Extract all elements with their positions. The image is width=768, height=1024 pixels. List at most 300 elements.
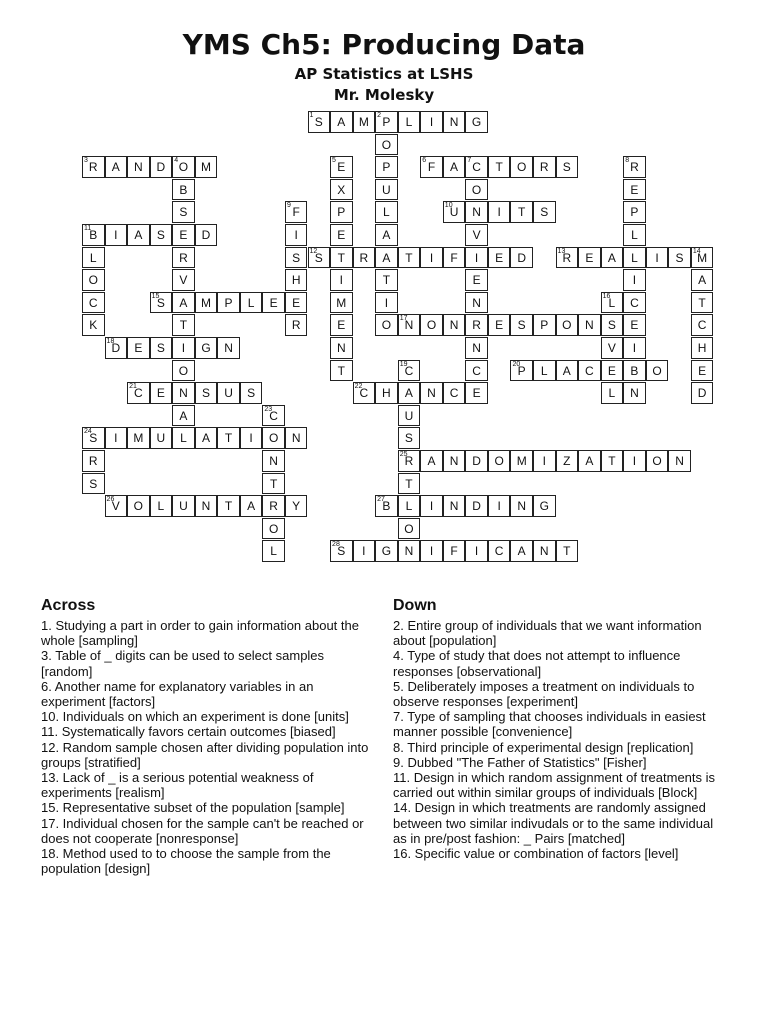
crossword-cell bbox=[105, 427, 128, 449]
cell-letter: P bbox=[630, 205, 639, 220]
clue-number: 17 bbox=[399, 315, 408, 323]
cell-letter: T bbox=[337, 363, 345, 378]
crossword-cell bbox=[262, 518, 285, 540]
cell-letter: L bbox=[270, 544, 277, 559]
cell-letter: C bbox=[585, 363, 594, 378]
cell-letter: R bbox=[630, 160, 639, 175]
crossword-cell bbox=[82, 450, 105, 472]
crossword-cell bbox=[105, 224, 128, 246]
cell-letter: R bbox=[359, 250, 369, 265]
cell-letter: H bbox=[291, 273, 301, 288]
crossword-cell bbox=[510, 201, 533, 223]
clue-number: 2 bbox=[377, 112, 382, 119]
crossword-cell bbox=[556, 314, 579, 336]
crossword-cell bbox=[646, 360, 669, 382]
cell-letter: C bbox=[449, 386, 459, 401]
cell-letter: I bbox=[632, 454, 637, 468]
crossword-cell bbox=[601, 382, 624, 404]
crossword-cell bbox=[465, 450, 488, 472]
cell-letter: A bbox=[450, 160, 459, 175]
crossword-cell bbox=[285, 427, 308, 449]
cell-letter: V bbox=[179, 273, 188, 288]
crossword-cell bbox=[443, 247, 466, 269]
crossword-cell bbox=[375, 292, 398, 314]
crossword-cell bbox=[623, 292, 646, 314]
cell-letter: S bbox=[247, 386, 256, 401]
cell-letter: N bbox=[404, 318, 414, 333]
cell-letter: U bbox=[224, 386, 233, 401]
crossword-cell bbox=[398, 111, 421, 133]
crossword-cell bbox=[285, 495, 308, 517]
cell-letter: L bbox=[608, 295, 616, 310]
cell-letter: I bbox=[632, 341, 637, 355]
cell-letter: I bbox=[474, 250, 479, 265]
cell-letter: L bbox=[157, 499, 165, 514]
clue-number: 14 bbox=[692, 247, 701, 255]
crossword-cell bbox=[375, 495, 398, 517]
crossword-cell bbox=[82, 473, 105, 495]
crossword-cell bbox=[510, 540, 533, 562]
crossword-cell bbox=[330, 292, 353, 314]
cell-letter: F bbox=[450, 544, 458, 559]
crossword-cell bbox=[443, 450, 466, 472]
cell-letter: P bbox=[382, 115, 391, 129]
cell-letter: I bbox=[339, 273, 343, 288]
crossword-cell bbox=[488, 314, 511, 336]
crossword-cell bbox=[375, 111, 398, 133]
crossword-cell bbox=[533, 360, 556, 382]
clue-number: 19 bbox=[399, 360, 408, 368]
crossword-cell bbox=[420, 495, 443, 517]
cell-letter: S bbox=[562, 160, 571, 175]
crossword-cell bbox=[578, 247, 601, 269]
crossword-cell bbox=[465, 179, 488, 201]
cell-letter: K bbox=[89, 318, 98, 333]
across-clue: 18. Method used to to choose the sample from the population [design] bbox=[41, 846, 331, 877]
crossword-cell bbox=[375, 382, 398, 404]
crossword-cell bbox=[601, 314, 624, 336]
crossword-cell bbox=[82, 156, 105, 178]
crossword-cell bbox=[443, 201, 466, 223]
crossword-cell bbox=[398, 247, 421, 269]
cell-letter: R bbox=[291, 318, 301, 333]
crossword-cell bbox=[285, 224, 308, 246]
cell-letter: X bbox=[337, 182, 346, 197]
crossword-cell bbox=[533, 156, 556, 178]
across-clues bbox=[41, 596, 376, 876]
cell-letter: L bbox=[180, 431, 187, 446]
crossword-cell bbox=[105, 156, 128, 178]
crossword-cell bbox=[150, 337, 173, 359]
crossword-cell bbox=[623, 337, 646, 359]
cell-letter: E bbox=[495, 250, 504, 265]
cell-letter: N bbox=[675, 454, 684, 468]
across-clue: 3. Table of _ digits can be used to select samples [random] bbox=[41, 648, 325, 679]
crossword-cell bbox=[330, 314, 353, 336]
crossword-cell bbox=[398, 360, 421, 382]
crossword-cell bbox=[375, 156, 398, 178]
clue-number: 1 bbox=[309, 112, 314, 119]
cell-letter: P bbox=[517, 363, 526, 378]
clue-number: 23 bbox=[264, 405, 273, 413]
cell-letter: L bbox=[631, 228, 638, 242]
crossword-cell bbox=[623, 179, 646, 201]
cell-letter: I bbox=[474, 544, 479, 559]
cell-letter: B bbox=[89, 228, 98, 242]
cell-letter: A bbox=[179, 295, 188, 310]
clue-number: 12 bbox=[309, 247, 318, 255]
cell-letter: L bbox=[631, 250, 638, 265]
cell-letter: S bbox=[337, 544, 346, 559]
crossword-cell bbox=[623, 382, 646, 404]
cell-letter: N bbox=[427, 386, 436, 401]
crossword-cell bbox=[217, 427, 240, 449]
across-clue: 6. Another name for explanatory variables in an experiment [factors] bbox=[41, 678, 314, 710]
crossword-cell bbox=[353, 382, 376, 404]
crossword-cell bbox=[691, 247, 714, 269]
crossword-cell bbox=[420, 382, 443, 404]
crossword-cell bbox=[488, 450, 511, 472]
cell-letter: O bbox=[133, 499, 144, 514]
down-clue: 9. Dubbed "The Father of Statistics" [Fisher] bbox=[393, 754, 647, 770]
cell-letter: T bbox=[382, 273, 391, 288]
crossword-cell bbox=[578, 450, 601, 472]
crossword-cell bbox=[465, 111, 488, 133]
cell-letter: F bbox=[292, 205, 300, 220]
cell-letter: S bbox=[540, 205, 549, 220]
clue-number: 15 bbox=[151, 292, 160, 300]
cell-letter: C bbox=[472, 363, 481, 378]
crossword-cell bbox=[172, 405, 195, 427]
cell-letter: I bbox=[384, 295, 389, 310]
cell-letter: P bbox=[224, 295, 233, 310]
cell-letter: L bbox=[89, 250, 97, 265]
clue-number: 16 bbox=[602, 292, 611, 300]
cell-letter: T bbox=[405, 476, 413, 491]
crossword-cell bbox=[172, 360, 195, 382]
crossword-cell bbox=[375, 540, 398, 562]
cell-letter: E bbox=[179, 228, 188, 242]
across-clue: 10. Individuals on which an experiment is done [units] bbox=[41, 709, 349, 725]
crossword-cell bbox=[691, 314, 714, 336]
clue-number: 7 bbox=[467, 157, 472, 165]
crossword-cell bbox=[127, 427, 150, 449]
crossword-cell bbox=[465, 337, 488, 359]
cell-letter: O bbox=[381, 318, 392, 333]
crossword-cell bbox=[578, 360, 601, 382]
cell-letter: I bbox=[542, 454, 546, 468]
page-title: YMS Ch5: Producing Data bbox=[182, 28, 586, 61]
clue-number: 9 bbox=[286, 202, 291, 210]
cell-letter: U bbox=[449, 205, 459, 220]
clue-number: 5 bbox=[332, 157, 336, 165]
cell-letter: O bbox=[404, 521, 414, 536]
cell-letter: O bbox=[517, 160, 527, 175]
cell-letter: A bbox=[698, 273, 707, 288]
crossword-cell bbox=[465, 382, 488, 404]
cell-letter: T bbox=[224, 431, 233, 446]
crossword-cell bbox=[443, 156, 466, 178]
crossword-cell bbox=[623, 156, 646, 178]
crossword-cell bbox=[465, 201, 488, 223]
crossword-cell bbox=[465, 540, 488, 562]
cell-letter: S bbox=[201, 386, 210, 401]
cell-letter: M bbox=[201, 295, 211, 310]
crossword-cell bbox=[240, 427, 263, 449]
crossword-cell bbox=[330, 247, 353, 269]
cell-letter: N bbox=[585, 318, 594, 333]
cell-letter: S bbox=[675, 250, 684, 265]
down-clue: 2. Entire group of individuals that we want information about [population] bbox=[393, 618, 702, 649]
cell-letter: C bbox=[134, 386, 143, 401]
crossword-cell bbox=[172, 224, 195, 246]
crossword-cell bbox=[172, 179, 195, 201]
crossword-cell bbox=[105, 337, 128, 359]
cell-letter: L bbox=[405, 499, 413, 514]
crossword-cell bbox=[623, 314, 646, 336]
crossword-cell bbox=[398, 427, 421, 449]
crossword-cell bbox=[623, 360, 646, 382]
cell-letter: B bbox=[630, 363, 639, 378]
crossword-cell bbox=[533, 495, 556, 517]
across-clue: 15. Representative subset of the population [sample] bbox=[41, 800, 345, 816]
cell-letter: A bbox=[404, 386, 413, 401]
cell-letter: E bbox=[495, 318, 504, 333]
cell-letter: A bbox=[337, 115, 346, 129]
cell-letter: L bbox=[247, 295, 255, 310]
crossword-cell bbox=[375, 247, 398, 269]
down-heading: Down bbox=[393, 597, 437, 614]
crossword-cell bbox=[172, 495, 195, 517]
cell-letter: I bbox=[632, 273, 637, 288]
crossword-cell bbox=[285, 247, 308, 269]
crossword-cell bbox=[172, 156, 195, 178]
cell-letter: M bbox=[201, 160, 211, 175]
cell-letter: B bbox=[179, 182, 188, 197]
cell-letter: I bbox=[114, 228, 118, 242]
cell-letter: T bbox=[269, 476, 278, 491]
clue-number: 20 bbox=[512, 360, 521, 368]
crossword-cell bbox=[353, 111, 376, 133]
cell-letter: N bbox=[449, 454, 459, 468]
clue-number: 8 bbox=[625, 157, 630, 165]
crossword-cell bbox=[488, 540, 511, 562]
cell-letter: A bbox=[247, 499, 256, 514]
crossword-cell bbox=[285, 269, 308, 291]
crossword-cell bbox=[488, 495, 511, 517]
cell-letter: A bbox=[111, 160, 120, 175]
crossword-cell bbox=[262, 450, 285, 472]
crossword-cell bbox=[195, 156, 218, 178]
crossword-cell bbox=[195, 292, 218, 314]
crossword-cell bbox=[668, 247, 691, 269]
crossword-cell bbox=[398, 314, 421, 336]
cell-letter: I bbox=[497, 205, 501, 220]
crossword-cell bbox=[195, 495, 218, 517]
cell-letter: T bbox=[518, 205, 526, 220]
author-name: Mr. Molesky bbox=[333, 86, 435, 104]
cell-letter: S bbox=[517, 318, 526, 333]
crossword-cell bbox=[172, 247, 195, 269]
crossword-cell bbox=[510, 314, 533, 336]
cell-letter: I bbox=[429, 250, 434, 265]
crossword-cell bbox=[420, 314, 443, 336]
cell-letter: E bbox=[472, 273, 481, 288]
crossword-cell bbox=[330, 360, 353, 382]
crossword-cell bbox=[556, 450, 579, 472]
crossword-cell bbox=[172, 201, 195, 223]
crossword-cell bbox=[240, 292, 263, 314]
crossword-cell bbox=[172, 314, 195, 336]
across-clue: 11. Systematically favors certain outcomes [biased] bbox=[41, 724, 336, 740]
crossword-cell bbox=[375, 201, 398, 223]
crossword-cell bbox=[668, 450, 691, 472]
cell-letter: N bbox=[269, 454, 278, 468]
crossword-cell bbox=[353, 247, 376, 269]
cell-letter: A bbox=[607, 250, 616, 265]
cell-letter: E bbox=[585, 250, 594, 265]
cell-letter: S bbox=[404, 431, 413, 446]
cell-letter: R bbox=[88, 160, 98, 175]
cell-letter: O bbox=[381, 137, 392, 152]
cell-letter: I bbox=[362, 544, 366, 559]
crossword-cell bbox=[465, 247, 488, 269]
cell-letter: S bbox=[292, 250, 301, 265]
crossword-cell bbox=[330, 269, 353, 291]
cell-letter: C bbox=[404, 363, 414, 378]
cell-letter: I bbox=[181, 341, 186, 355]
crossword-cell bbox=[601, 247, 624, 269]
cell-letter: R bbox=[562, 250, 572, 265]
crossword-cell bbox=[127, 495, 150, 517]
crossword-cell bbox=[82, 292, 105, 314]
crossword-cell bbox=[623, 269, 646, 291]
crossword-cell bbox=[308, 247, 331, 269]
cell-letter: N bbox=[404, 544, 414, 559]
crossword-cell bbox=[465, 495, 488, 517]
crossword-cell bbox=[420, 540, 443, 562]
crossword-cell bbox=[533, 450, 556, 472]
crossword-cell bbox=[443, 314, 466, 336]
crossword-cell bbox=[443, 111, 466, 133]
crossword-cell bbox=[601, 360, 624, 382]
cell-letter: D bbox=[201, 228, 211, 242]
cell-letter: N bbox=[449, 499, 459, 514]
crossword-cell bbox=[330, 179, 353, 201]
cell-letter: S bbox=[89, 431, 98, 446]
crossword-cell bbox=[556, 360, 579, 382]
crossword-cell bbox=[398, 495, 421, 517]
cell-letter: O bbox=[268, 521, 279, 536]
cell-letter: E bbox=[269, 295, 278, 310]
cell-letter: O bbox=[471, 182, 482, 197]
cell-letter: C bbox=[697, 318, 707, 333]
crossword-cell bbox=[398, 382, 421, 404]
cell-letter: E bbox=[337, 160, 346, 175]
cell-letter: P bbox=[382, 160, 391, 175]
crossword-cell bbox=[330, 111, 353, 133]
cell-letter: M bbox=[697, 250, 708, 265]
crossword-cell bbox=[623, 247, 646, 269]
cell-letter: N bbox=[134, 160, 143, 175]
down-clue: 7. Type of sampling that chooses individuals in easiest manner possible [convenience] bbox=[393, 709, 706, 740]
crossword-cell bbox=[82, 314, 105, 336]
cell-letter: N bbox=[291, 431, 301, 446]
cell-letter: S bbox=[607, 318, 616, 333]
crossword-cell bbox=[510, 247, 533, 269]
cell-letter: E bbox=[630, 318, 639, 333]
crossword-cell bbox=[443, 495, 466, 517]
cell-letter: O bbox=[88, 273, 98, 288]
cell-letter: R bbox=[472, 318, 481, 333]
clue-number: 21 bbox=[129, 383, 137, 391]
crossword-cell bbox=[353, 540, 376, 562]
clue-number: 22 bbox=[354, 383, 363, 391]
cell-letter: I bbox=[429, 499, 434, 514]
crossword-cell bbox=[691, 382, 714, 404]
crossword-cell bbox=[285, 314, 308, 336]
cell-letter: R bbox=[88, 454, 98, 468]
cell-letter: M bbox=[516, 454, 527, 468]
cell-letter: G bbox=[201, 341, 211, 355]
crossword-cell bbox=[150, 156, 173, 178]
crossword-cell bbox=[488, 156, 511, 178]
cell-letter: O bbox=[652, 454, 662, 468]
cell-letter: L bbox=[383, 205, 390, 220]
cell-letter: R bbox=[539, 160, 549, 175]
clue-number: 27 bbox=[377, 496, 385, 504]
crossword-cell bbox=[217, 337, 240, 359]
crossword-cell bbox=[105, 495, 128, 517]
crossword-cell bbox=[330, 224, 353, 246]
crossword-cell bbox=[375, 179, 398, 201]
crossword-cell bbox=[398, 473, 421, 495]
crossword-cell bbox=[443, 540, 466, 562]
clue-number: 4 bbox=[174, 157, 179, 165]
clue-number: 10 bbox=[444, 202, 453, 210]
cell-letter: A bbox=[179, 408, 188, 423]
crossword-cell bbox=[375, 134, 398, 156]
cell-letter: O bbox=[178, 160, 189, 175]
crossword-cell bbox=[82, 269, 105, 291]
cell-letter: G bbox=[381, 544, 392, 559]
crossword-cell bbox=[82, 224, 105, 246]
cell-letter: D bbox=[697, 386, 707, 401]
cell-letter: U bbox=[404, 408, 414, 423]
crossword-cell bbox=[420, 156, 443, 178]
crossword-cell bbox=[150, 382, 173, 404]
cell-letter: A bbox=[201, 431, 210, 446]
crossword-cell bbox=[195, 382, 218, 404]
crossword-cell bbox=[82, 427, 105, 449]
crossword-cell bbox=[330, 156, 353, 178]
crossword-cell bbox=[398, 540, 421, 562]
crossword-cell bbox=[465, 224, 488, 246]
cell-letter: F bbox=[427, 160, 436, 175]
cell-letter: V bbox=[607, 341, 616, 355]
down-clue: 4. Type of study that does not attempt to influence responses [observational] bbox=[393, 648, 681, 679]
cell-letter: N bbox=[630, 386, 639, 401]
cell-letter: R bbox=[179, 250, 188, 265]
crossword-cell bbox=[195, 427, 218, 449]
crossword-cell bbox=[465, 269, 488, 291]
crossword-cell bbox=[150, 427, 173, 449]
cell-letter: A bbox=[382, 228, 391, 242]
cell-letter: E bbox=[292, 295, 301, 310]
cell-letter: N bbox=[539, 544, 549, 559]
crossword-cell bbox=[285, 292, 308, 314]
cell-letter: O bbox=[426, 318, 437, 333]
